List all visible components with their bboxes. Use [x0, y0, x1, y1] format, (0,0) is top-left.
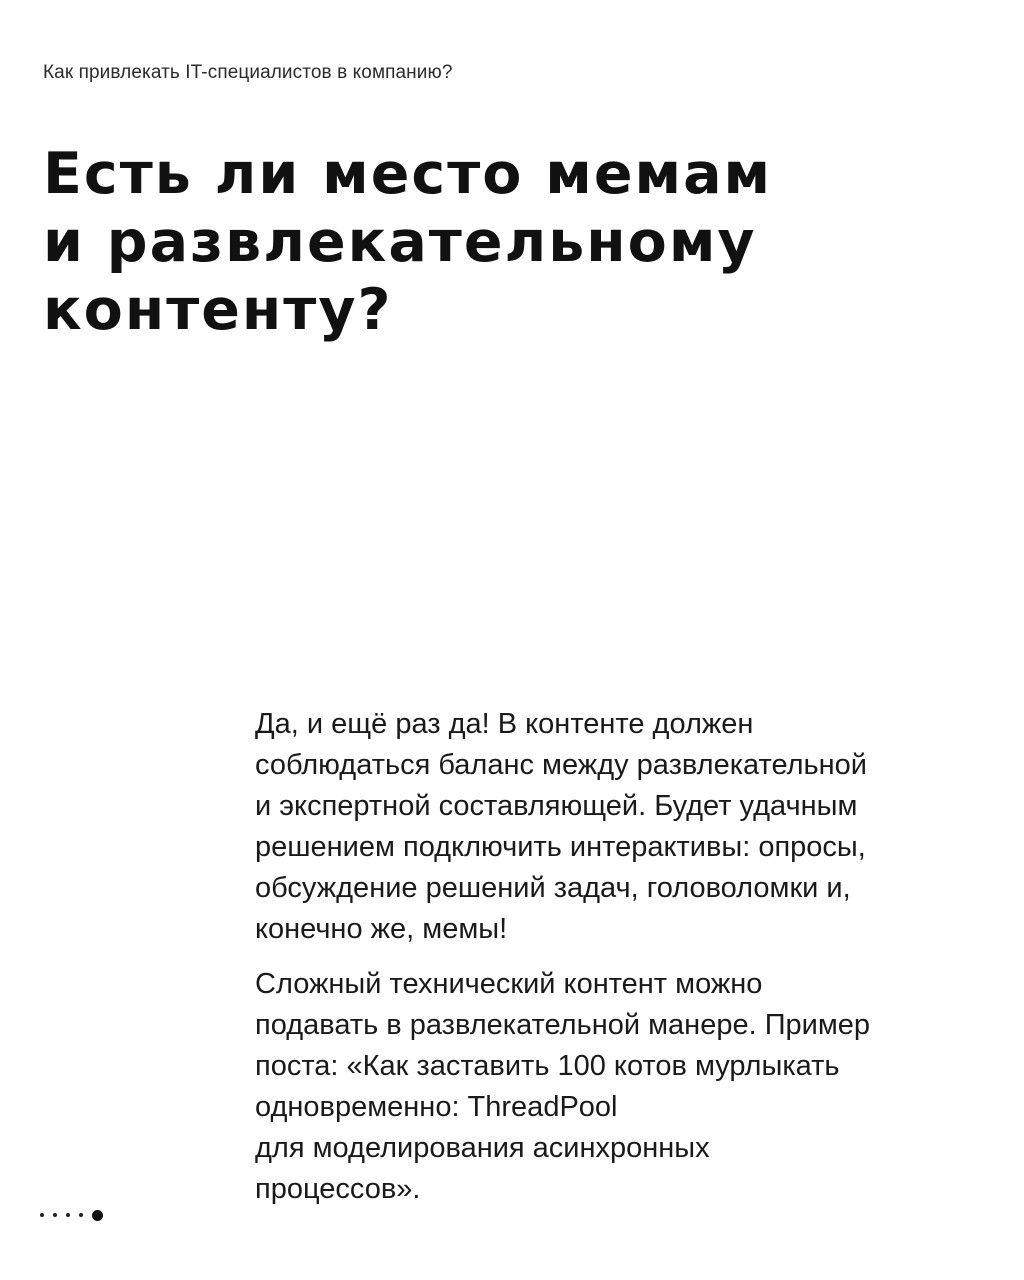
paragraph-line: поста: «Как заставить 100 котов мурлыкать [255, 1050, 840, 1082]
paragraph-example [255, 964, 985, 1210]
pagination-dot [79, 1213, 83, 1217]
headline-line: Есть ли место мемам [43, 141, 773, 207]
paragraph-line: Да, и ещё раз да! В контенте должен [255, 708, 754, 740]
pagination-dot [53, 1213, 57, 1217]
paragraph-line: подавать в развлекательной манере. Пример [255, 1009, 871, 1041]
paragraph-line: соблюдаться баланс между развлекательной [255, 749, 868, 781]
paragraph-line: обсуждение решений задач, головоломки и, [255, 872, 851, 904]
headline-line: и развлекательному [43, 209, 757, 275]
paragraph-memes [255, 704, 985, 950]
body-copy [255, 704, 985, 1224]
paragraph-line: Сложный технический контент можно [255, 968, 763, 1000]
paragraph-line: процессов». [255, 1173, 421, 1205]
paragraph-line: для моделирования асинхронных [255, 1132, 710, 1164]
paragraph-line: решением подключить интерактивы: опросы, [255, 831, 866, 863]
paragraph-line: и экспертной составляющей. Будет удачным [255, 790, 858, 822]
pagination-dot [40, 1213, 44, 1217]
series-title: Как привлекать IT-специалистов в компанию? [43, 62, 453, 83]
pagination-dot [66, 1213, 70, 1217]
slide-headline [43, 140, 983, 344]
paragraph-line: одновременно: ThreadPool [255, 1091, 618, 1123]
pagination-dot-active [92, 1210, 103, 1221]
headline-line: контенту? [43, 277, 393, 343]
carousel-pagination [40, 1205, 103, 1225]
paragraph-line: конечно же, мемы! [255, 913, 508, 945]
